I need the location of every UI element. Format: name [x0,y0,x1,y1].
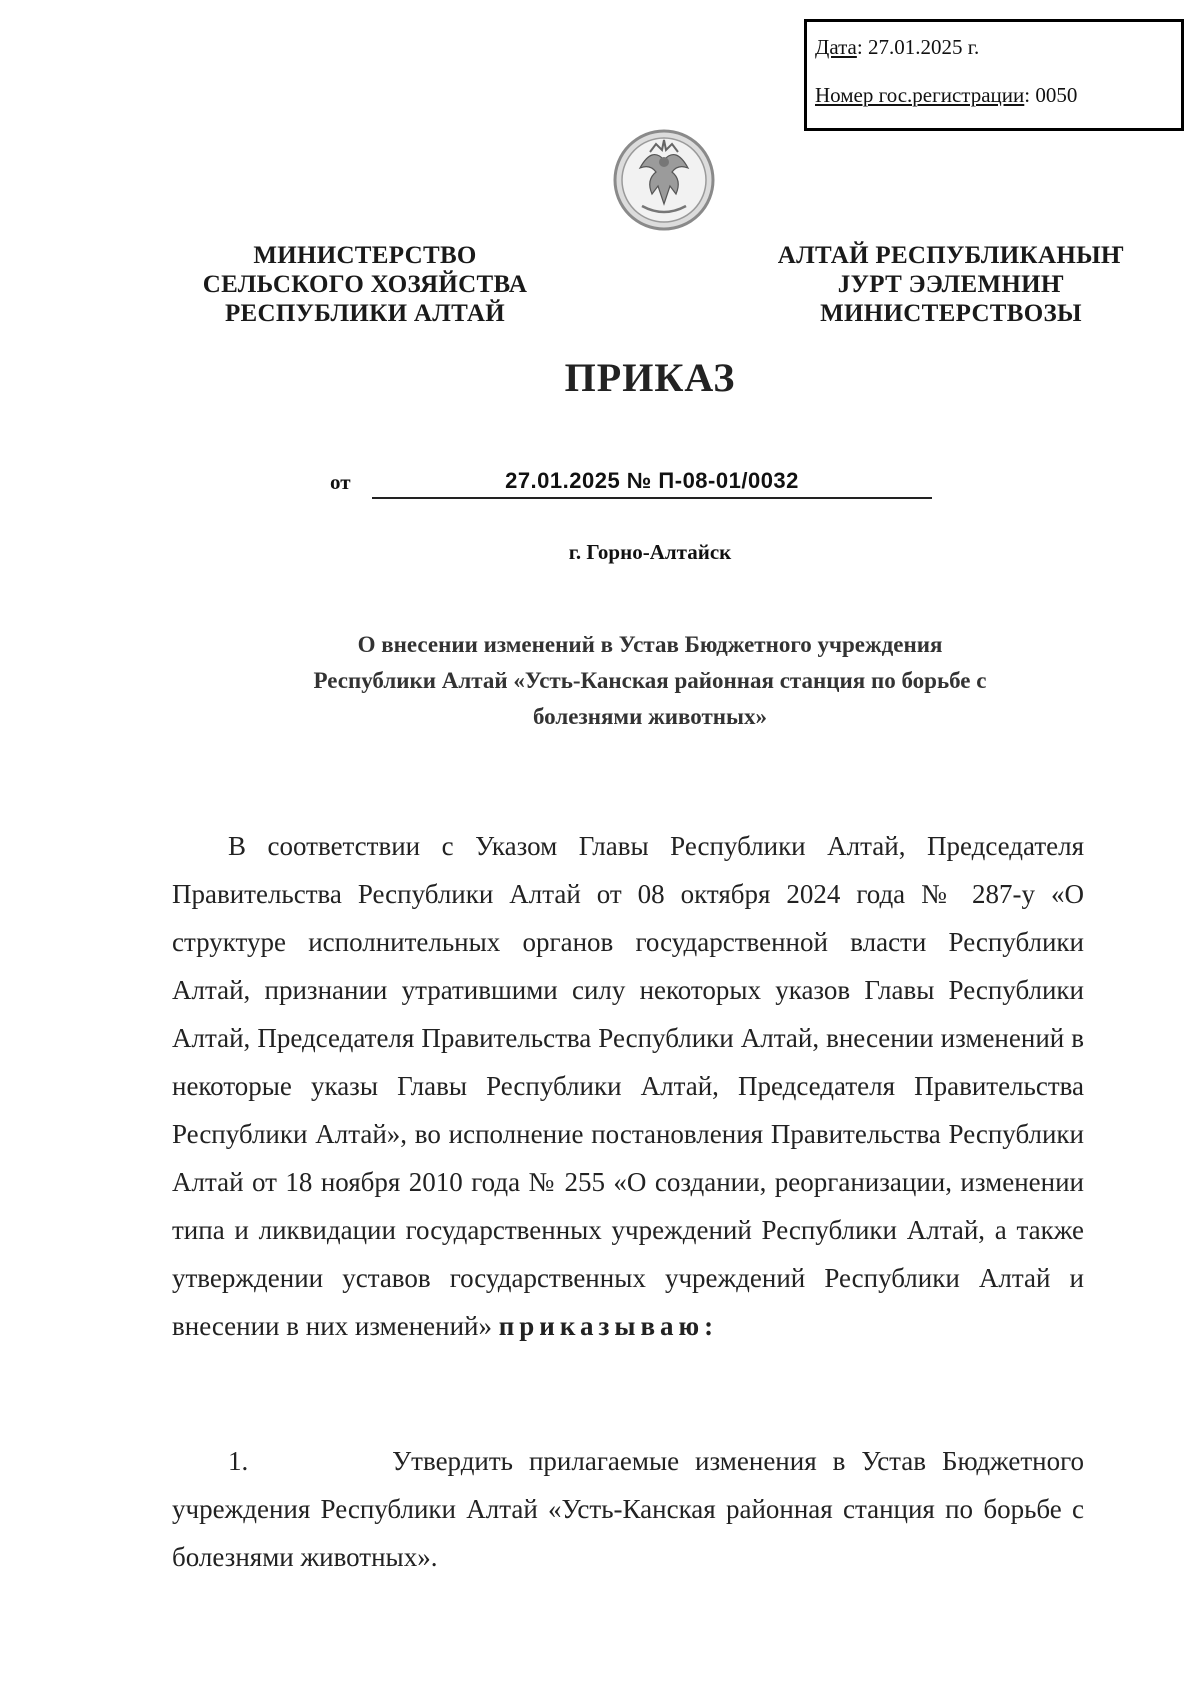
preamble-paragraph [172,822,1084,1350]
registration-date-value: : 27.01.2025 г. [856,35,980,59]
coat-of-arms-of-altai-republic-icon [612,128,716,232]
date-prefix: от [330,470,351,494]
ministry-left-line: РЕСПУБЛИКИ АЛТАЙ [224,300,505,327]
ministry-right-line: МИНИСТЕРСТВОЗЫ [820,300,1082,327]
document-date-number: 27.01.2025 № П-08-01/0032 [505,468,799,493]
subject-line: Республики Алтай «Усть-Канская районная станция по борьбе с [313,668,987,693]
registration-number [815,84,1181,106]
ministry-right-line: АЛТАЙ РЕСПУБЛИКАНЫҤ [777,242,1125,269]
registration-number-value: : 0050 [1024,83,1078,107]
document-type-title: ПРИКАЗ [564,355,736,400]
registration-date [815,36,1181,58]
ministry-right-line: ЈУРТ ЭЭЛЕМНИҤ [837,271,1065,298]
ministry-left-line: СЕЛЬСКОГО ХОЗЯЙСТВА [202,271,528,298]
order-item-1 [172,1437,1084,1581]
subject-line: О внесении изменений в Устав Бюджетного учреждения [357,632,943,657]
document-date-row [330,470,950,500]
ministry-left-line: МИНИСТЕРСТВО [253,242,477,269]
order-word: приказываю: [498,1311,719,1341]
item-text: Утвердить прилагаемые изменения в Устав Бюджетного учреждения Республики Алтай «Усть-Канская районная станция по борьбе с болезнями животных». [172,1446,1084,1572]
registration-date-label: Дата [815,35,857,59]
preamble-text: В соответствии с Указом Главы Республики Алтай, Председателя Правительства Республики Алтай от 08 октября 2024 года № 287-у «О структуре исполнительных органов государственной власти Республики Алтай, признании утратившими силу некоторых указов Главы Республики Алтай, Председателя Правительства Республики Алтай, внесении изменений в некоторые указы Главы Республики Алтай, Председателя Правительства Республики Алтай», во исполнение постановления Правительства Республики Алтай от 18 ноября 2010 года № 255 «О создании, реорганизации, изменении типа и ликвидации государственных учреждений Республики Алтай, а также утверждении уставов государственных учреждений Республики Алтай и внесении в них изменений» [172,831,1084,1341]
ministry-name-russian [185,241,545,328]
date-underline [372,497,932,499]
document-subject [180,627,1120,735]
subject-line: болезнями животных» [532,704,767,729]
ministry-name-altai [762,241,1140,328]
document-city: г. Горно-Алтайск [568,540,732,564]
registration-number-label: Номер гос.регистрации [815,83,1025,107]
registration-stamp [804,19,1184,131]
item-number: 1. [228,1446,249,1476]
